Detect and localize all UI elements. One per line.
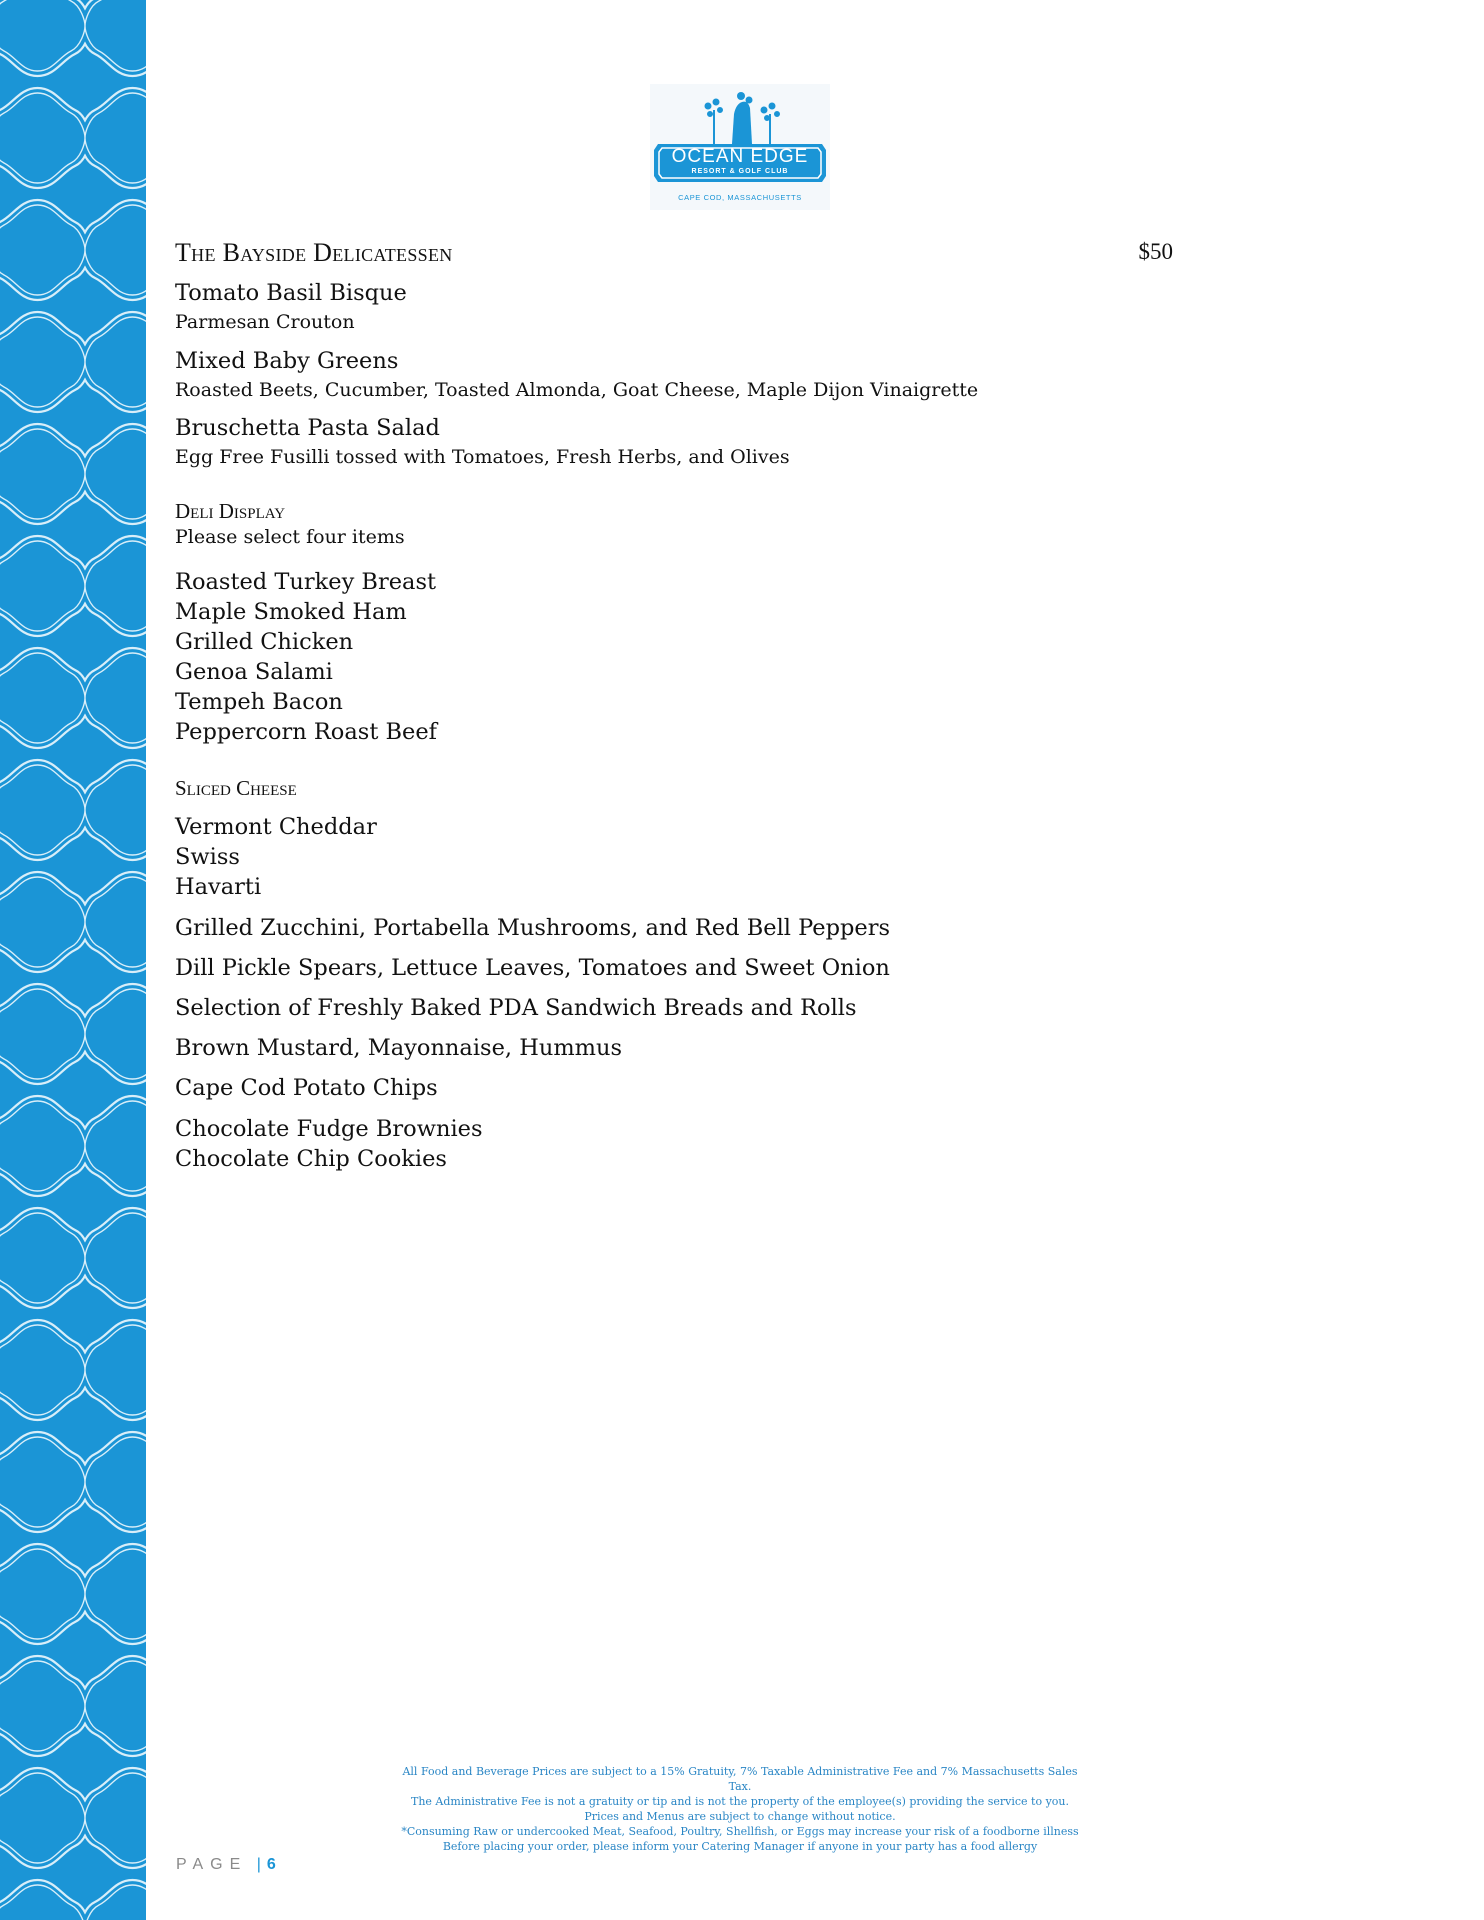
deli-section	[175, 497, 405, 551]
starter-item	[175, 413, 790, 471]
starter-desc: Roasted Beets, Cucumber, Toasted Almonda, Goat Cheese, Maple Dijon Vinaigrette	[175, 379, 979, 401]
starter-item	[175, 346, 978, 404]
footer-line: All Food and Beverage Prices are subject to a 15% Gratuity, 7% Taxable Administrative Fee and 7% Massachusetts Sales Tax.	[402, 1765, 1078, 1793]
deli-item: Maple Smoked Ham	[175, 599, 407, 625]
decorative-sidebar	[0, 0, 146, 1920]
accompaniment-item: Cape Cod Potato Chips	[175, 1075, 438, 1101]
logo-name: OCEAN EDGE	[671, 146, 809, 167]
deli-item: Tempeh Bacon	[175, 689, 343, 715]
accompaniment-item: Brown Mustard, Mayonnaise, Hummus	[175, 1035, 623, 1061]
dessert-item: Chocolate Fudge Brownies	[175, 1116, 483, 1142]
accompaniment-item: Grilled Zucchini, Portabella Mushrooms, and Red Bell Peppers	[175, 915, 890, 941]
page-label: PAGE	[176, 1856, 248, 1873]
cheese-list	[175, 812, 377, 902]
cheese-item: Swiss	[175, 844, 240, 870]
footer-line: Before placing your order, please inform your Catering Manager if anyone in your party has a food allergy	[442, 1840, 1038, 1853]
ocean-edge-logo	[650, 84, 830, 210]
page-separator: |	[256, 1856, 261, 1873]
logo-tagline: RESORT & GOLF CLUB	[691, 168, 789, 175]
deli-item: Genoa Salami	[175, 659, 333, 685]
cheese-section	[175, 774, 297, 802]
accompaniment-item: Dill Pickle Spears, Lettuce Leaves, Tomatoes and Sweet Onion	[175, 955, 890, 981]
starter-name: Mixed Baby Greens	[175, 348, 399, 374]
footer-line: *Consuming Raw or undercooked Meat, Seafood, Poultry, Shellfish, or Eggs may increase your risk of a foodborne illness	[401, 1825, 1079, 1838]
page-number	[176, 1856, 276, 1874]
starter-item	[175, 278, 407, 336]
deli-heading: Deli Display	[175, 499, 286, 523]
menu-header	[175, 238, 1175, 268]
dessert-item: Chocolate Chip Cookies	[175, 1146, 447, 1172]
starter-name: Bruschetta Pasta Salad	[175, 415, 440, 441]
cheese-item: Havarti	[175, 874, 262, 900]
menu-price: $50	[1138, 239, 1173, 264]
logo-location: CAPE COD, MASSACHUSETTS	[678, 193, 802, 202]
deli-item: Roasted Turkey Breast	[175, 569, 437, 595]
cheese-item: Vermont Cheddar	[175, 814, 377, 840]
menu-title: The Bayside Delicatessen	[175, 238, 453, 267]
starter-desc: Parmesan Crouton	[175, 311, 355, 333]
deli-item: Peppercorn Roast Beef	[175, 719, 438, 745]
starter-desc: Egg Free Fusilli tossed with Tomatoes, Fresh Herbs, and Olives	[175, 446, 790, 468]
sidebar-pattern	[0, 0, 146, 1920]
deli-list	[175, 567, 437, 747]
cheese-heading: Sliced Cheese	[175, 776, 297, 800]
footer-line: Prices and Menus are subject to change without notice.	[584, 1810, 896, 1823]
page-number-value: 6	[266, 1856, 276, 1873]
dessert-list	[175, 1114, 483, 1174]
deli-note: Please select four items	[175, 526, 405, 548]
starter-name: Tomato Basil Bisque	[175, 280, 407, 306]
deli-item: Grilled Chicken	[175, 629, 354, 655]
accompaniment-item: Selection of Freshly Baked PDA Sandwich Breads and Rolls	[175, 995, 857, 1021]
footer-line: The Administrative Fee is not a gratuity or tip and is not the property of the employee(s) providing the service to you.	[411, 1795, 1069, 1808]
footer-disclaimer	[400, 1764, 1080, 1854]
